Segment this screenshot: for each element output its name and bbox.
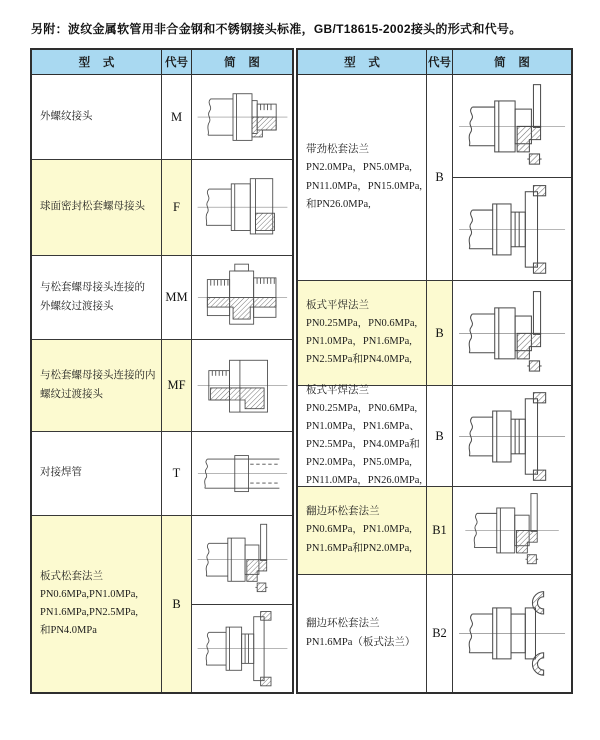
fitting-diagram-spherical-nut bbox=[195, 163, 290, 251]
type-line: PN0.6MPa，PN1.0MPa, bbox=[306, 524, 412, 536]
table-row bbox=[32, 432, 292, 516]
type-cell bbox=[298, 75, 427, 280]
code-cell: B bbox=[162, 516, 192, 692]
type-line: 和PN4.0MPa bbox=[40, 625, 97, 637]
type-line: 板式平焊法兰 bbox=[306, 384, 369, 396]
type-line: 与松套螺母接头连接的 bbox=[40, 282, 145, 294]
column-header: 简 图 bbox=[224, 57, 260, 69]
diagram-cell bbox=[192, 75, 292, 159]
code-cell: MF bbox=[162, 340, 192, 431]
type-cell bbox=[32, 75, 162, 159]
table-row bbox=[298, 75, 571, 281]
column-header: 代号 bbox=[427, 50, 453, 74]
type-line: PN2.0MPa，PN5.0MPa, bbox=[306, 457, 412, 469]
diagram-subcell bbox=[192, 516, 292, 604]
type-line: PN0.25MPa，PN0.6MPa, bbox=[306, 402, 418, 414]
column-header: 代号 bbox=[162, 50, 192, 74]
type-line: 外螺纹过渡接头 bbox=[40, 300, 114, 312]
fittings-table-left bbox=[30, 48, 294, 694]
fitting-diagram-plate-weld-flange-b bbox=[456, 390, 568, 483]
diagram-subcell bbox=[453, 386, 571, 486]
table-row bbox=[298, 281, 571, 386]
type-cell bbox=[32, 256, 162, 339]
code-cell: M bbox=[162, 75, 192, 159]
type-line: 与松套螺母接头连接的内 bbox=[40, 370, 156, 382]
diagram-cell bbox=[192, 256, 292, 339]
table-row bbox=[32, 75, 292, 160]
table-header-row bbox=[32, 50, 292, 75]
fitting-diagram-plate-weld-flange-a bbox=[456, 285, 568, 382]
type-cell bbox=[298, 386, 427, 486]
code-cell: B2 bbox=[427, 575, 453, 692]
fitting-diagram-neck-loose-flange-upper bbox=[456, 79, 568, 174]
fitting-diagram-flared-ring-plate-flange bbox=[456, 579, 568, 688]
diagram-cell bbox=[453, 281, 571, 385]
diagram-subcell bbox=[192, 75, 292, 159]
type-line: PN1.0MPa，PN1.6MPa, bbox=[306, 336, 412, 347]
diagram-cell bbox=[453, 487, 571, 574]
diagram-cell bbox=[453, 386, 571, 486]
type-line: PN2.5MPa和PN4.0MPa, bbox=[306, 354, 412, 366]
fitting-diagram-plate-loose-flange-upper bbox=[195, 519, 290, 600]
table-header-row bbox=[298, 50, 571, 75]
type-line: 外螺纹接头 bbox=[40, 110, 93, 122]
column-header: 简 图 bbox=[494, 57, 530, 69]
diagram-cell bbox=[192, 432, 292, 515]
code-cell: MM bbox=[162, 256, 192, 339]
diagram-subcell bbox=[453, 575, 571, 692]
type-line: PN1.0MPa，PN1.6MPa、 bbox=[306, 420, 420, 432]
fittings-table-right bbox=[296, 48, 573, 694]
code-cell: B bbox=[427, 75, 453, 280]
fitting-diagram-male-male-adapter bbox=[195, 259, 290, 336]
type-line: PN2.0MPa，PN5.0MPa, bbox=[306, 162, 412, 174]
type-line: 板式平焊法兰 bbox=[306, 299, 369, 311]
type-cell bbox=[298, 575, 427, 692]
type-cell bbox=[298, 281, 427, 385]
code-cell: B1 bbox=[427, 487, 453, 574]
type-line: PN1.6MPa,PN2.5MPa, bbox=[40, 607, 139, 618]
diagram-subcell bbox=[192, 432, 292, 515]
type-line: 和PN26.0MPa, bbox=[306, 198, 371, 210]
type-line: PN0.25MPa，PN0.6MPa, bbox=[306, 317, 418, 329]
table-row bbox=[32, 256, 292, 340]
type-cell bbox=[32, 516, 162, 692]
type-cell bbox=[32, 432, 162, 515]
diagram-subcell bbox=[192, 604, 292, 693]
table-row bbox=[298, 575, 571, 692]
diagram-subcell bbox=[192, 340, 292, 431]
type-line: PN1.6MPa和PN2.0MPa, bbox=[306, 542, 412, 554]
page-title: 另附：波纹金属软管用非合金钢和不锈钢接头标准，GB/T18615-2002接头的形式和代号。 bbox=[31, 22, 522, 36]
type-line: 板式松套法兰 bbox=[40, 570, 103, 582]
type-line: 球面密封松套螺母接头 bbox=[40, 201, 145, 213]
diagram-cell bbox=[453, 75, 571, 280]
code-cell: B bbox=[427, 386, 453, 486]
diagram-cell bbox=[453, 575, 571, 692]
type-cell bbox=[32, 340, 162, 431]
column-header: 型 式 bbox=[298, 50, 427, 74]
diagram-cell bbox=[192, 516, 292, 692]
fitting-diagram-male-female-adapter bbox=[195, 343, 290, 428]
code-cell: T bbox=[162, 432, 192, 515]
column-header: 型 式 bbox=[32, 50, 162, 74]
diagram-cell bbox=[192, 340, 292, 431]
fitting-tables bbox=[30, 48, 600, 694]
fitting-diagram-flared-ring-loose-flange bbox=[456, 490, 568, 571]
type-line: 螺纹过渡接头 bbox=[40, 388, 103, 400]
type-cell bbox=[298, 487, 427, 574]
type-line: PN11.0MPa，PN26.0MPa, bbox=[306, 475, 423, 487]
table-row bbox=[32, 516, 292, 692]
type-line: 对接焊管 bbox=[40, 467, 82, 479]
type-line: PN11.0MPa，PN15.0MPa, bbox=[306, 180, 423, 192]
type-line: 翻边环松套法兰 bbox=[306, 506, 380, 518]
diagram-subcell bbox=[192, 256, 292, 339]
diagram-subcell bbox=[453, 487, 571, 574]
type-line: PN1.6MPa（板式法兰） bbox=[306, 636, 416, 648]
fitting-diagram-male-thread bbox=[195, 78, 290, 156]
table-row bbox=[32, 340, 292, 432]
table-row bbox=[32, 160, 292, 256]
type-line: 翻边环松套法兰 bbox=[306, 618, 380, 630]
table-row bbox=[298, 487, 571, 575]
type-cell bbox=[32, 160, 162, 255]
diagram-subcell bbox=[192, 160, 292, 255]
type-line: PN0.6MPa,PN1.0MPa, bbox=[40, 588, 139, 600]
diagram-subcell bbox=[453, 281, 571, 385]
code-cell: F bbox=[162, 160, 192, 255]
code-cell: B bbox=[427, 281, 453, 385]
fitting-diagram-plate-loose-flange-lower bbox=[195, 608, 290, 689]
diagram-subcell bbox=[453, 177, 571, 280]
type-line: PN2.5MPa，PN4.0MPa和 bbox=[306, 439, 420, 450]
table-row bbox=[298, 386, 571, 487]
fitting-diagram-neck-loose-flange-lower bbox=[456, 182, 568, 277]
type-line: 带劲松套法兰 bbox=[306, 144, 369, 156]
diagram-cell bbox=[192, 160, 292, 255]
fitting-diagram-butt-weld-pipe bbox=[195, 435, 290, 512]
diagram-subcell bbox=[453, 75, 571, 177]
